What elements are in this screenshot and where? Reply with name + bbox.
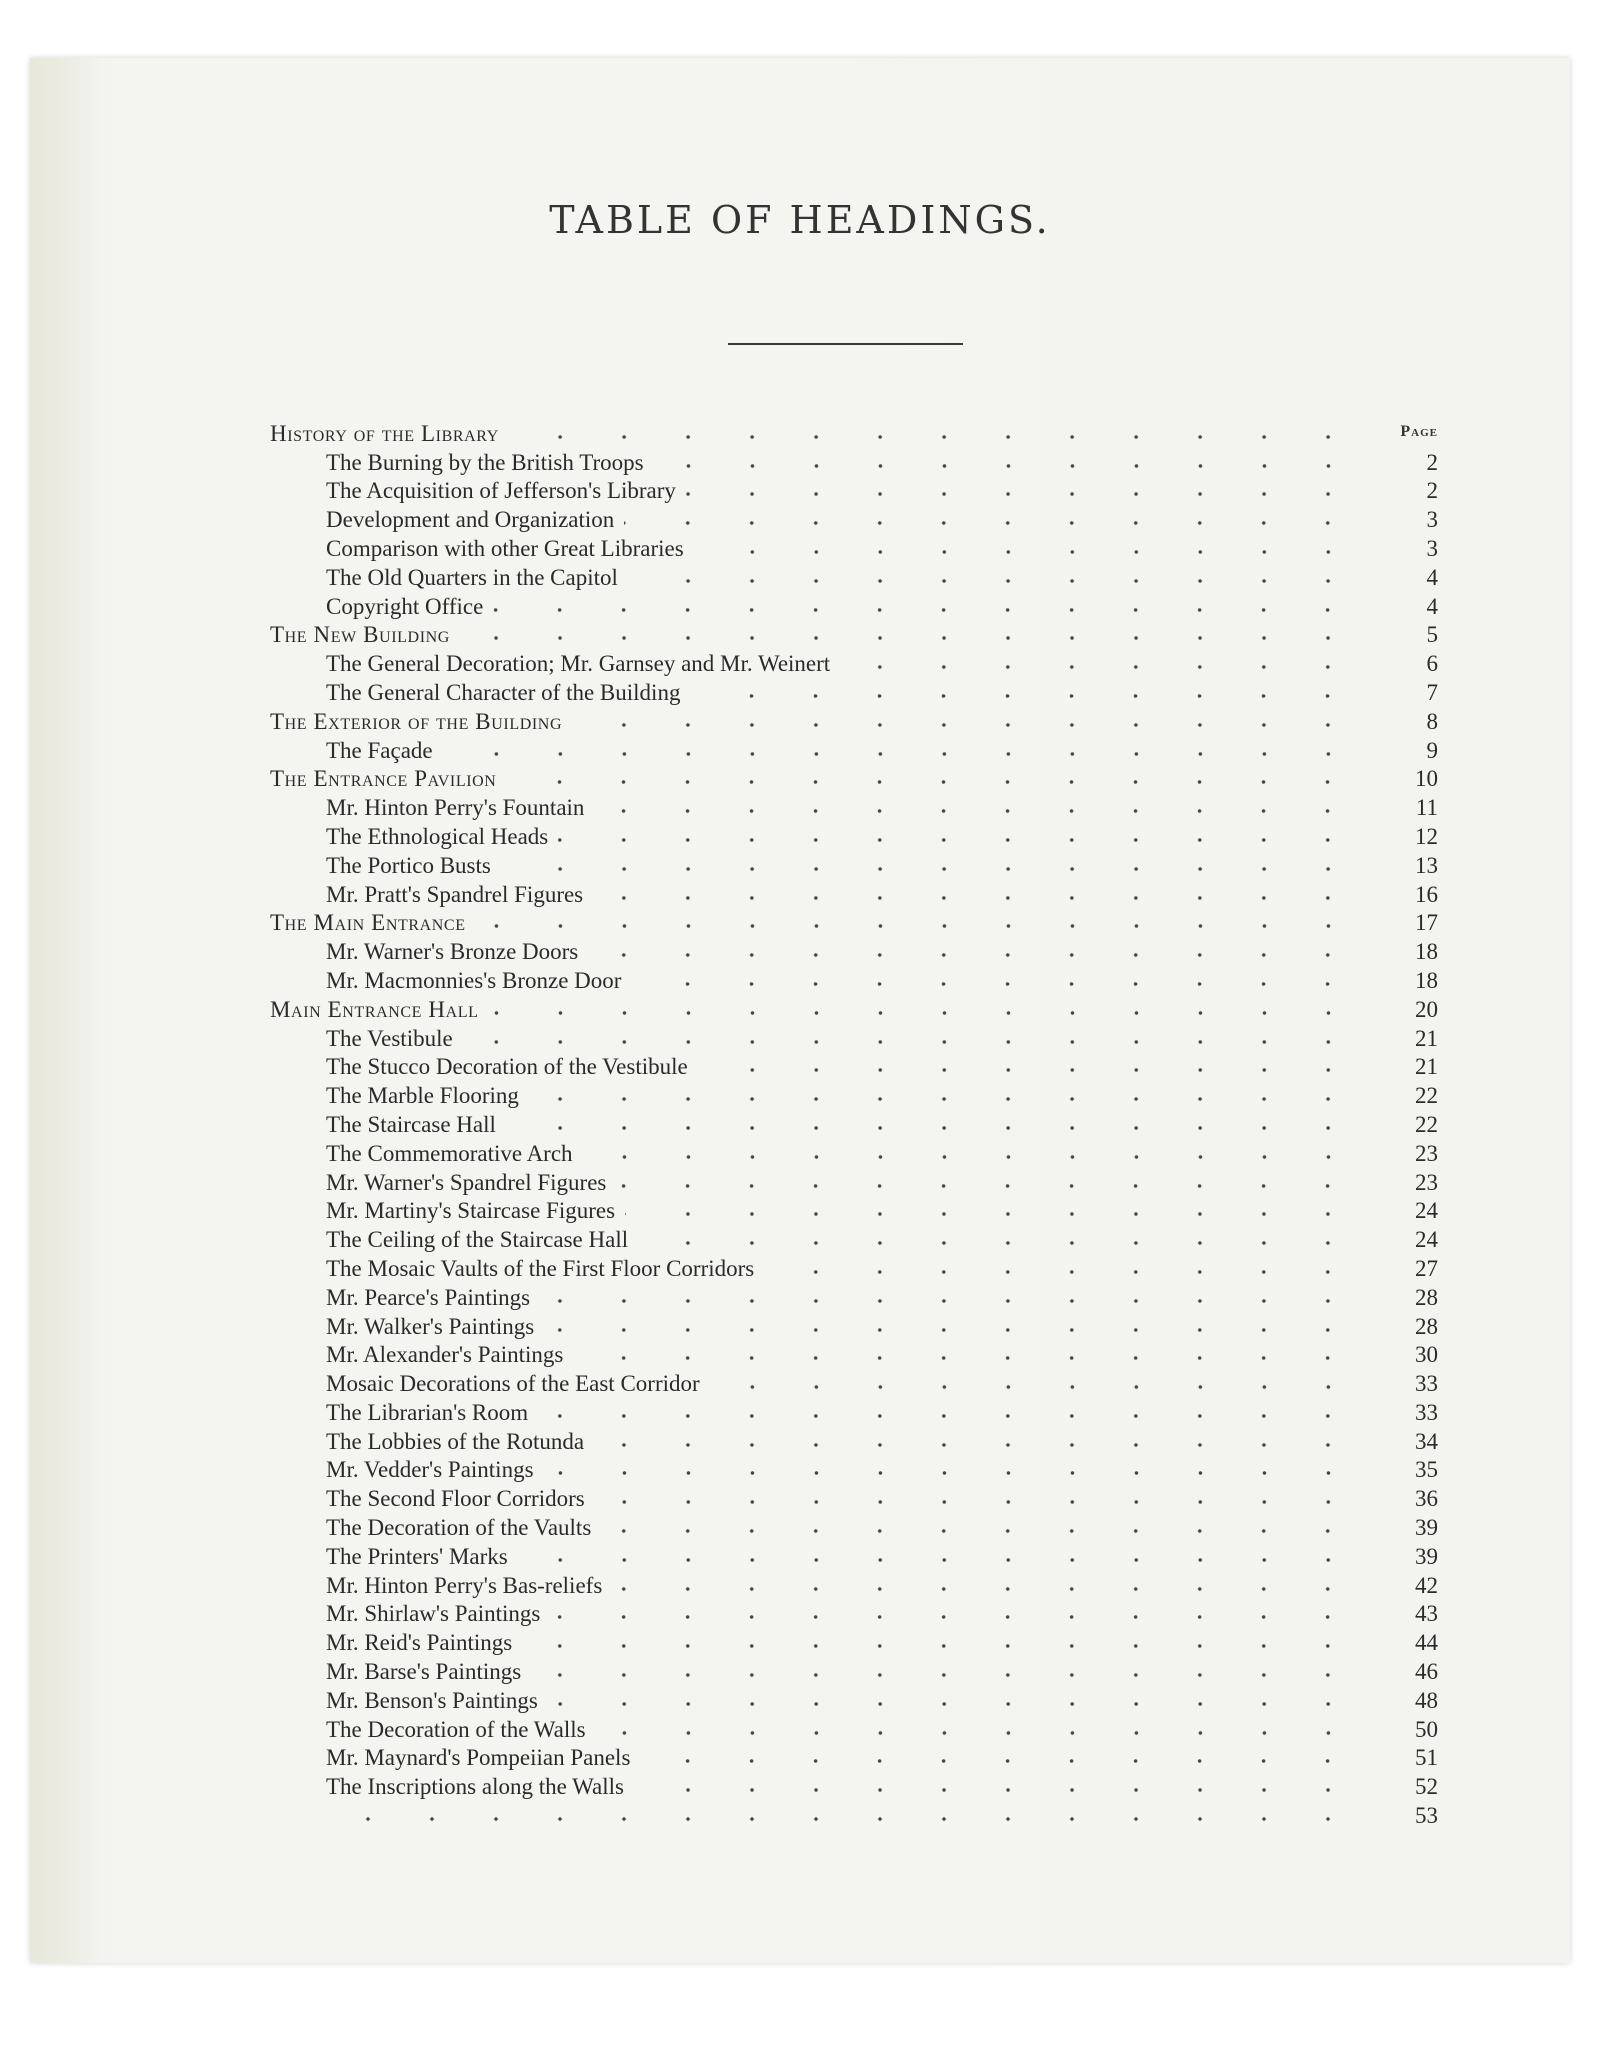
toc-subheading-row [270, 1253, 1438, 1282]
toc-entry-label: The Commemorative Arch [326, 1140, 573, 1166]
dot-leader [572, 721, 1360, 729]
toc-entry-label: The General Character of the Building [326, 679, 681, 705]
dot-leader [573, 1354, 1360, 1362]
toc-subheading-row [270, 1512, 1438, 1541]
toc-entry-label: Mr. Hinton Perry's Bas-reliefs [326, 1572, 603, 1598]
toc-entry-page: 43 [1415, 1601, 1438, 1627]
toc-entry-label: Copyright Office [326, 593, 484, 619]
toc-entry-label: The Entrance Pavilion [270, 766, 497, 792]
dot-leader [493, 606, 1360, 614]
toc-entry-page: 33 [1415, 1371, 1438, 1397]
toc-entry-page: 36 [1415, 1486, 1438, 1512]
dot-leader [489, 1009, 1360, 1017]
toc-entry-label: The Staircase Hall [326, 1111, 496, 1137]
toc-entry-page: 9 [1426, 737, 1438, 763]
toc-entry-label: The Lobbies of the Rotunda [326, 1428, 585, 1454]
toc-subheading-row [270, 1224, 1438, 1253]
toc-entry-page: 27 [1415, 1255, 1438, 1281]
dot-leader [624, 519, 1360, 527]
toc-entry-page: 51 [1415, 1745, 1438, 1771]
toc-entry-page: 52 [1415, 1774, 1438, 1800]
toc-entry-page: 23 [1415, 1140, 1438, 1166]
toc-subheading-row [270, 1167, 1438, 1196]
page-column-label: Page [1400, 423, 1438, 440]
toc-subheading-row [270, 1109, 1438, 1138]
dot-leader [544, 1326, 1360, 1334]
toc-subheading-row [270, 1340, 1438, 1369]
toc-subheading-row [270, 1599, 1438, 1628]
dot-leader [518, 1556, 1360, 1564]
toc-entry-label: Mr. Walker's Paintings [326, 1313, 535, 1339]
toc-heading-row [270, 418, 1438, 447]
toc-subheading-row [270, 1311, 1438, 1340]
toc-entry-page: 18 [1415, 967, 1438, 993]
toc-entry-label: The Acquisition of Jefferson's Library [326, 478, 676, 504]
dot-leader [634, 1786, 1360, 1794]
dot-leader [595, 1498, 1360, 1506]
toc-entry-page: 5 [1426, 622, 1438, 648]
toc-entry-label: Mr. Reid's Paintings [326, 1630, 513, 1656]
toc-subheading-row [270, 879, 1438, 908]
toc-entry-page: 3 [1426, 535, 1438, 561]
toc-entry-page: 48 [1415, 1687, 1438, 1713]
dot-leader [690, 692, 1360, 700]
dot-leader [596, 1729, 1360, 1737]
dot-leader [616, 1182, 1360, 1190]
dot-leader [593, 894, 1360, 902]
toc-subheading-row [270, 936, 1438, 965]
dot-leader [476, 922, 1360, 930]
toc-entry-page: 16 [1415, 881, 1438, 907]
toc-entry-label: The Burning by the British Troops [326, 449, 644, 475]
toc-entry-page: 2 [1426, 449, 1438, 475]
toc-subheading-row [270, 1282, 1438, 1311]
toc-subheading-row [270, 1023, 1438, 1052]
toc-subheading-row [270, 533, 1438, 562]
toc-subheading-row [270, 965, 1438, 994]
toc-entry-label: The Marble Flooring [326, 1083, 519, 1109]
toc-entry-page: 6 [1426, 651, 1438, 677]
toc-entry-label: Main Entrance Hall [270, 996, 479, 1022]
table-of-headings [270, 418, 1438, 1829]
toc-entry-label: Mr. Benson's Paintings [326, 1687, 538, 1713]
toc-subheading-row [270, 735, 1438, 764]
toc-entry-page: 17 [1415, 910, 1438, 936]
toc-entry-label: The Decoration of the Vaults [326, 1515, 592, 1541]
toc-subheading-row [270, 1080, 1438, 1109]
dot-leader [638, 1239, 1360, 1247]
toc-entry-label: Mr. Shirlaw's Paintings [326, 1601, 541, 1627]
toc-subheading-row [270, 677, 1438, 706]
dot-leader [540, 1297, 1360, 1305]
toc-subheading-row [270, 821, 1438, 850]
title-rule [728, 343, 963, 345]
toc-entry-page: 24 [1415, 1227, 1438, 1253]
toc-entry-page: 24 [1415, 1198, 1438, 1224]
toc-entry-label: The Mosaic Vaults of the First Floor Corridors [326, 1255, 755, 1281]
toc-subheading-row [270, 1541, 1438, 1570]
toc-entry-page: 44 [1415, 1630, 1438, 1656]
toc-entry-label: The Main Entrance [270, 910, 466, 936]
toc-subheading-row [270, 792, 1438, 821]
toc-entry-label: Mr. Hinton Perry's Fountain [326, 795, 585, 821]
dot-leader [583, 1153, 1360, 1161]
dot-leader [686, 490, 1360, 498]
toc-entry-page: 39 [1415, 1515, 1438, 1541]
toc-entry-label: The Printers' Marks [326, 1543, 508, 1569]
toc-entry-label: Mr. Alexander's Paintings [326, 1342, 564, 1368]
toc-entry-page: 12 [1415, 823, 1438, 849]
toc-heading-row [270, 994, 1438, 1023]
toc-entry-page: 30 [1415, 1342, 1438, 1368]
toc-subheading-row [270, 447, 1438, 476]
dot-leader [544, 1469, 1360, 1477]
toc-entry-label: The Stucco Decoration of the Vestibule [326, 1054, 688, 1080]
dot-leader [538, 1412, 1360, 1420]
dot-leader [694, 548, 1360, 556]
dot-leader [506, 778, 1360, 786]
toc-heading-row [270, 764, 1438, 793]
dot-leader [594, 807, 1360, 815]
toc-subheading-row [270, 1426, 1438, 1455]
dot-leader [506, 1124, 1360, 1132]
toc-subheading-row [270, 1627, 1438, 1656]
toc-entry-page: 53 [1415, 1803, 1438, 1829]
toc-subheading-row [270, 1196, 1438, 1225]
toc-entry-label: The Old Quarters in the Capitol [326, 564, 618, 590]
toc-entry-page: 11 [1415, 795, 1438, 821]
toc-entry-page: 13 [1415, 852, 1438, 878]
toc-entry-page: 4 [1426, 593, 1438, 619]
toc-entry-page: 22 [1415, 1111, 1438, 1137]
dot-leader [548, 1700, 1360, 1708]
toc-entry-label: Mr. Barse's Paintings [326, 1659, 522, 1685]
toc-entry-label: The Librarian's Room [326, 1399, 529, 1425]
toc-entry-label: The New Building [270, 622, 450, 648]
toc-entry-page: 22 [1415, 1083, 1438, 1109]
toc-entry-page: 20 [1415, 996, 1438, 1022]
dot-leader [625, 1210, 1360, 1218]
dot-leader [654, 462, 1360, 470]
toc-heading-row [270, 908, 1438, 937]
dot-leader [531, 1671, 1360, 1679]
dot-leader [336, 1815, 1360, 1823]
toc-entry-page: 33 [1415, 1399, 1438, 1425]
dot-leader [463, 1038, 1360, 1046]
book-page [30, 58, 1570, 1963]
toc-entry-page: 7 [1426, 679, 1438, 705]
dot-leader [612, 1585, 1360, 1593]
dot-leader [631, 980, 1360, 988]
toc-subheading-row [270, 591, 1438, 620]
toc-entry-page: 2 [1426, 478, 1438, 504]
toc-entry-page: 28 [1415, 1313, 1438, 1339]
toc-subheading-row [270, 1455, 1438, 1484]
dot-leader [460, 634, 1360, 642]
toc-entry-label: History of the Library [270, 420, 499, 446]
dot-leader [588, 951, 1360, 959]
toc-subheading-row [270, 1800, 1438, 1829]
dot-leader [594, 1441, 1360, 1449]
toc-entry-page: 10 [1415, 766, 1438, 792]
toc-subheading-row [270, 1714, 1438, 1743]
toc-entry-page: 28 [1415, 1284, 1438, 1310]
toc-entry-page: 21 [1415, 1054, 1438, 1080]
toc-subheading-row [270, 1368, 1438, 1397]
dot-leader [501, 865, 1360, 873]
toc-entry-label: Comparison with other Great Libraries [326, 535, 684, 561]
toc-entry-label: The Vestibule [326, 1025, 453, 1051]
toc-entry-label: Mr. Warner's Bronze Doors [326, 939, 579, 965]
toc-entry-label: Mr. Pearce's Paintings [326, 1284, 531, 1310]
dot-leader [840, 663, 1360, 671]
toc-entry-label: The Ethnological Heads [326, 823, 549, 849]
toc-subheading-row [270, 1138, 1438, 1167]
toc-heading-row [270, 620, 1438, 649]
toc-subheading-row [270, 1397, 1438, 1426]
toc-subheading-row [270, 1483, 1438, 1512]
toc-entry-label: The Second Floor Corridors [326, 1486, 585, 1512]
toc-entry-label: The Exterior of the Building [270, 708, 563, 734]
toc-subheading-row [270, 1656, 1438, 1685]
toc-heading-row [270, 706, 1438, 735]
toc-entry-page: 23 [1415, 1169, 1438, 1195]
toc-entry-page: 34 [1415, 1428, 1438, 1454]
toc-subheading-row [270, 1743, 1438, 1772]
toc-subheading-row [270, 850, 1438, 879]
dot-leader [710, 1383, 1360, 1391]
toc-subheading-row [270, 1685, 1438, 1714]
toc-entry-page: 50 [1415, 1716, 1438, 1742]
toc-entry-label: Mosaic Decorations of the East Corridor [326, 1371, 700, 1397]
dot-leader [522, 1642, 1360, 1650]
toc-subheading-row [270, 648, 1438, 677]
toc-entry-page: 35 [1415, 1457, 1438, 1483]
toc-entry-page: 18 [1415, 939, 1438, 965]
toc-subheading-row [270, 504, 1438, 533]
dot-leader [529, 1095, 1360, 1103]
toc-subheading-row [270, 1052, 1438, 1081]
toc-subheading-row [270, 1771, 1438, 1800]
toc-entry-page: 46 [1415, 1659, 1438, 1685]
dot-leader [628, 577, 1360, 585]
dot-leader [509, 433, 1360, 441]
toc-entry-label: The Ceiling of the Staircase Hall [326, 1227, 629, 1253]
toc-entry-label: Mr. Warner's Spandrel Figures [326, 1169, 607, 1195]
toc-entry-label: The Façade [326, 737, 433, 763]
toc-entry-page: 21 [1415, 1025, 1438, 1051]
toc-entry-label: The Inscriptions along the Walls [326, 1774, 624, 1800]
toc-entry-label: Mr. Vedder's Paintings [326, 1457, 534, 1483]
toc-entry-label: Mr. Martiny's Staircase Figures [326, 1198, 616, 1224]
toc-entry-label: Development and Organization [326, 507, 615, 533]
toc-subheading-row [270, 476, 1438, 505]
dot-leader [558, 836, 1360, 844]
dot-leader [698, 1066, 1360, 1074]
toc-subheading-row [270, 1570, 1438, 1599]
toc-entry-page: 39 [1415, 1543, 1438, 1569]
toc-entry-page: 3 [1426, 507, 1438, 533]
page-binding-shadow [30, 58, 100, 1963]
toc-entry-label: Mr. Maynard's Pompeiian Panels [326, 1745, 631, 1771]
dot-leader [550, 1613, 1360, 1621]
dot-leader [764, 1268, 1360, 1276]
toc-entry-label: The Decoration of the Walls [326, 1716, 586, 1742]
dot-leader [601, 1527, 1360, 1535]
toc-entry-label: Mr. Pratt's Spandrel Figures [326, 881, 584, 907]
toc-entry-page: 42 [1415, 1572, 1438, 1598]
toc-entry-page: 8 [1426, 708, 1438, 734]
toc-entry-label: The Portico Busts [326, 852, 491, 878]
toc-entry-page: 4 [1426, 564, 1438, 590]
toc-entry-label: The General Decoration; Mr. Garnsey and Mr. Weinert [326, 651, 831, 677]
toc-subheading-row [270, 562, 1438, 591]
dot-leader [640, 1757, 1360, 1765]
dot-leader [443, 750, 1360, 758]
page-title: TABLE OF HEADINGS. [549, 198, 1051, 242]
toc-entry-label: Mr. Macmonnies's Bronze Door [326, 967, 622, 993]
